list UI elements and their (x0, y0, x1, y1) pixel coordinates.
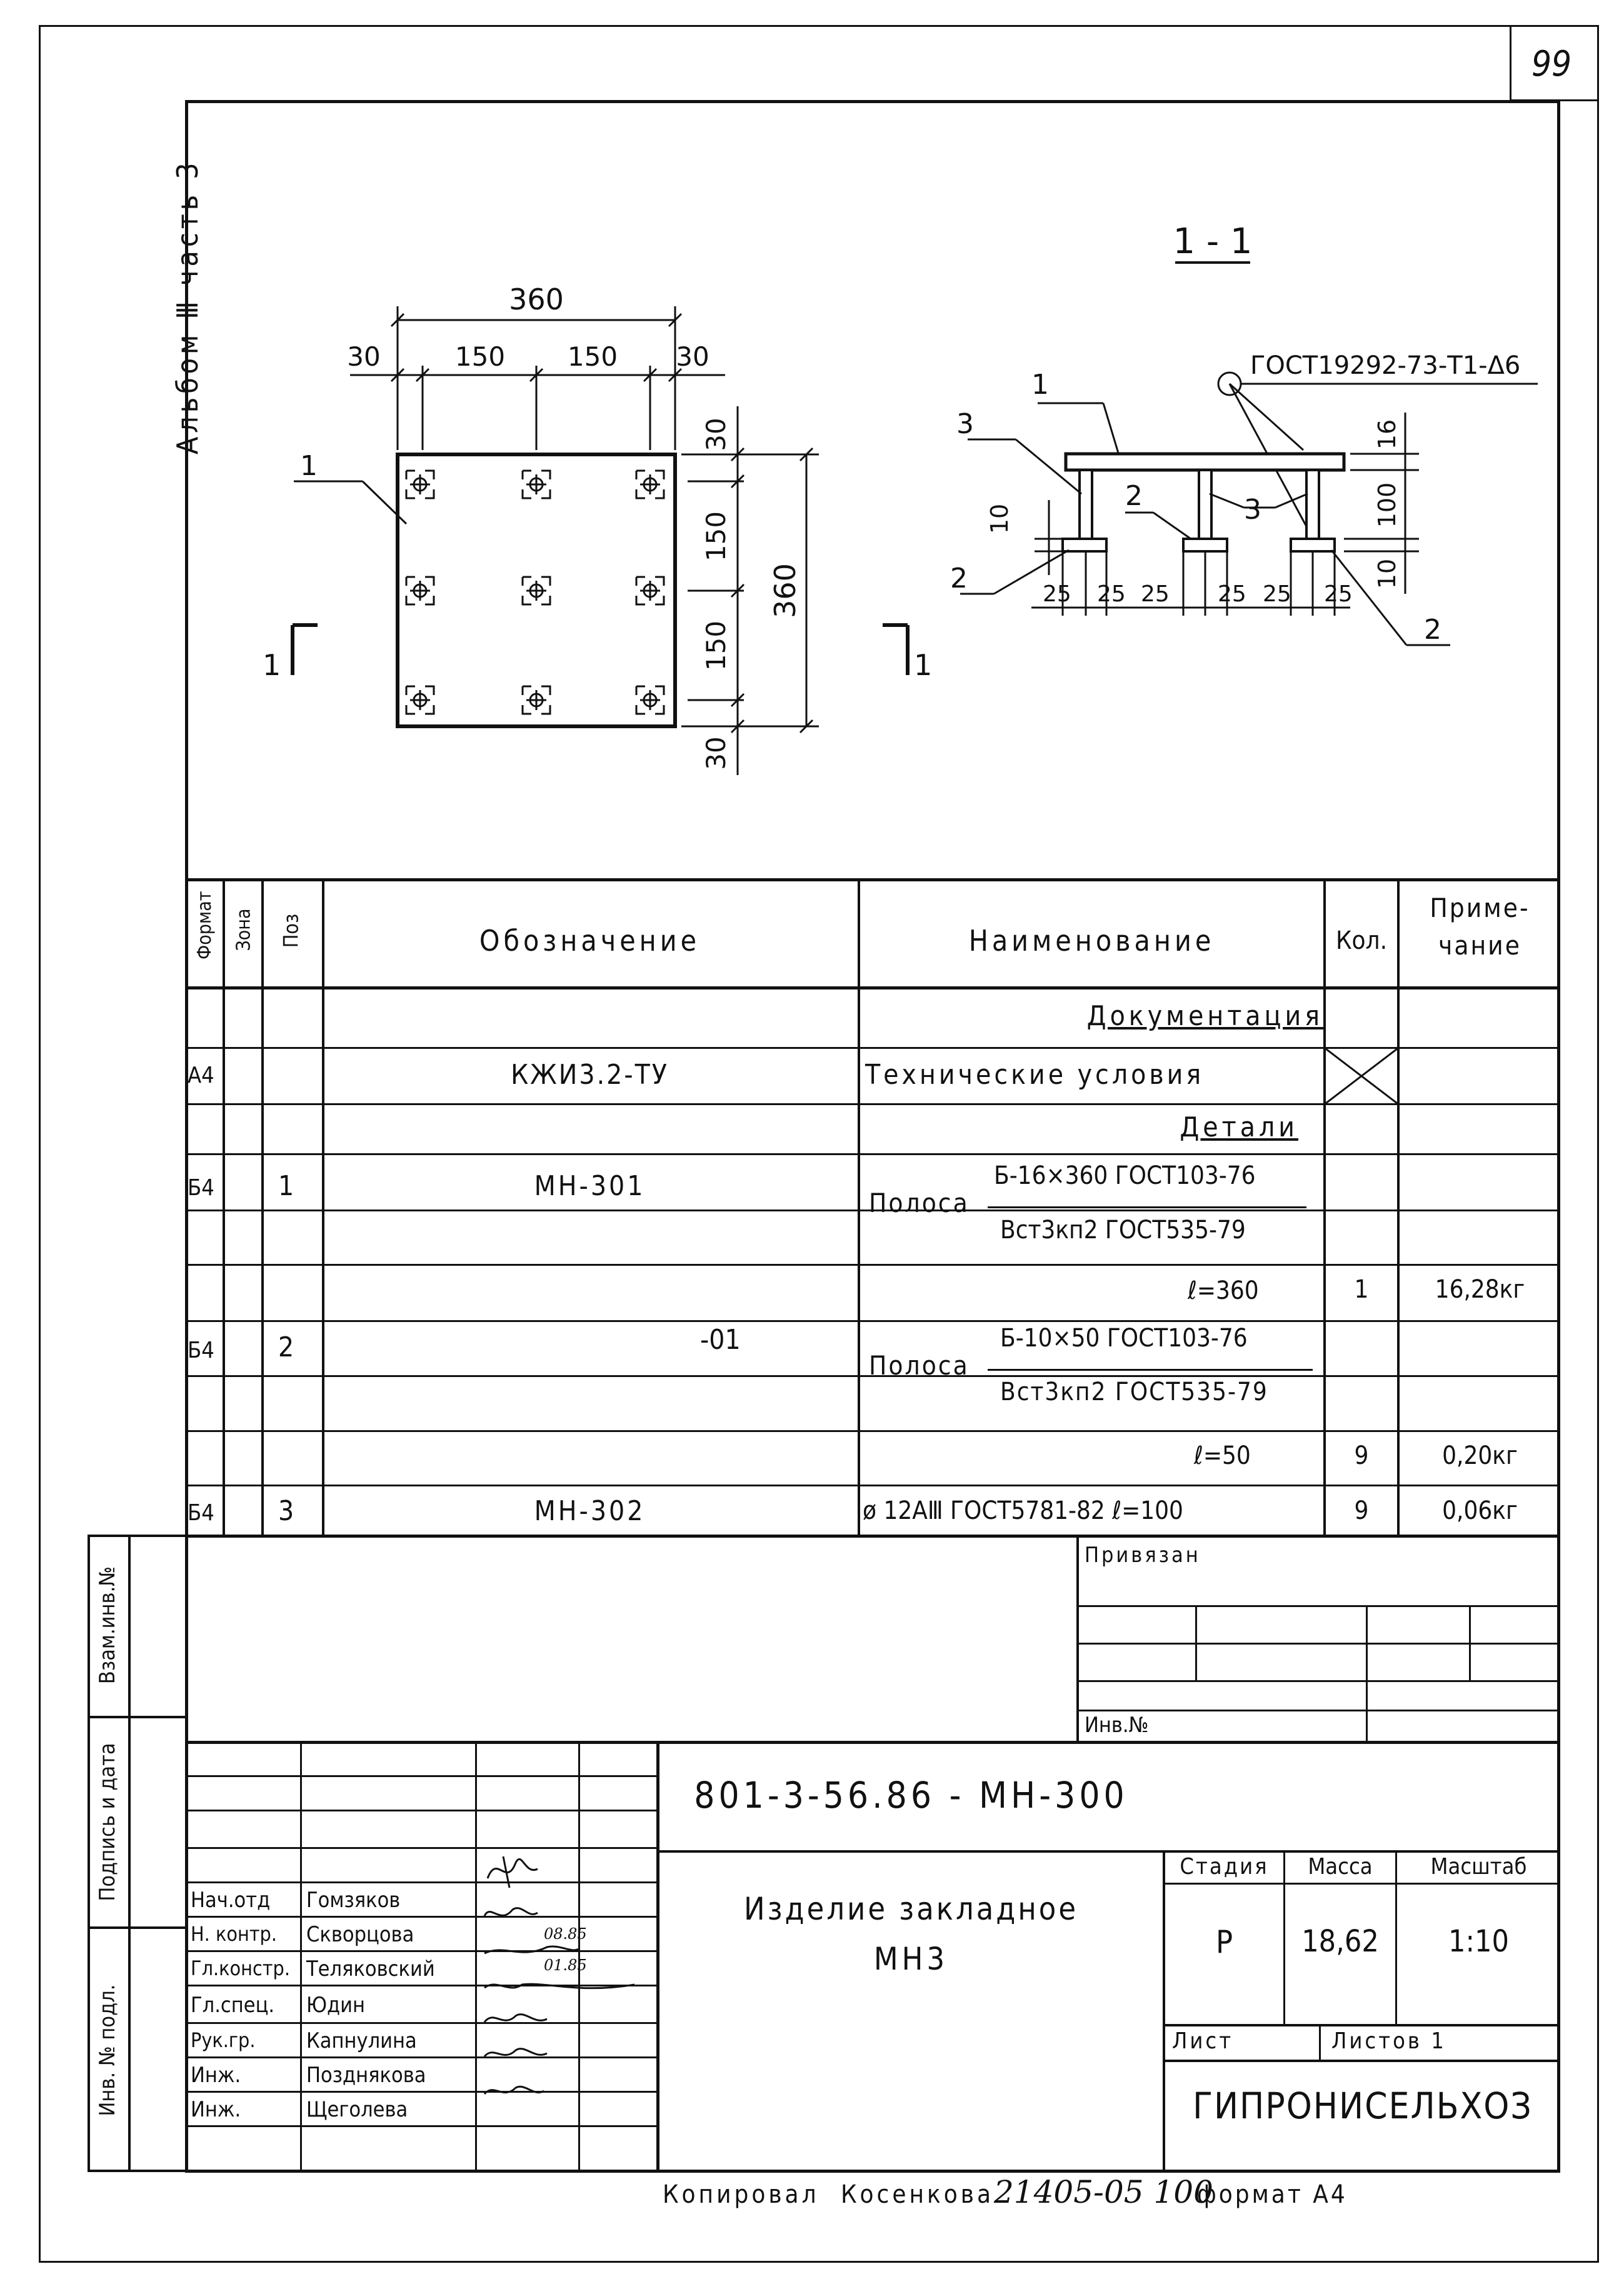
section-dim-right-0: 16 (1373, 419, 1401, 450)
row2-numerator: Б-10×50 ГОСТ103-76 (1000, 1324, 1248, 1353)
page-number: 99 (1531, 44, 1572, 84)
section-mark-left: 1 (263, 648, 281, 682)
signer-name-2: Теляковский (306, 1956, 435, 1981)
dim-top-2: 150 (567, 341, 618, 372)
section-title: 1 - 1 (1173, 221, 1253, 262)
row2-pos: 2 (278, 1331, 294, 1363)
dim-right-1: 150 (701, 511, 731, 562)
row-doc-format: А4 (188, 1063, 214, 1088)
row3-qty: 9 (1354, 1496, 1369, 1525)
product-title-2: МН3 (873, 1941, 949, 1977)
section-details: Детали (1180, 1111, 1298, 1143)
scale-value: 1:10 (1448, 1924, 1509, 1959)
signer-name-0: Гомзяков (306, 1888, 401, 1913)
row1-format: Б4 (188, 1175, 214, 1201)
row1-note: 16,28кг (1435, 1275, 1525, 1304)
dim-360-right: 360 (768, 563, 802, 618)
dim-360-top: 360 (509, 283, 564, 316)
side-label-replace: Взам.инв.№ (95, 1566, 120, 1685)
section-dim-bottom-0: 25 (1043, 581, 1071, 607)
row2-qty: 9 (1354, 1441, 1369, 1470)
row1-name: Полоса (869, 1188, 970, 1218)
section-documentation: Документация (1086, 1000, 1323, 1032)
header-zone: Зона (233, 908, 255, 951)
signer-role-1: Н. контр. (191, 1922, 277, 1946)
signer-role-0: Нач.отд (191, 1888, 271, 1913)
row3-format: Б4 (188, 1500, 214, 1526)
section-label-2a: 2 (1125, 480, 1143, 512)
section-label-3b: 3 (1244, 494, 1261, 526)
signer-date-1: 08.85 (544, 1925, 587, 1943)
row3-pos: 3 (278, 1495, 294, 1527)
header-format: Формат (194, 891, 216, 959)
dim-right-2: 150 (701, 620, 731, 671)
row2-format: Б4 (188, 1338, 214, 1363)
row-doc-designation: КЖИ3.2-ТУ (511, 1059, 669, 1091)
section-label-3a: 3 (956, 408, 974, 440)
header-name: Наименование (968, 924, 1215, 958)
section-view (950, 221, 1538, 646)
row2-name: Полоса (869, 1350, 970, 1381)
mass-value: 18,62 (1301, 1924, 1379, 1959)
signer-name-5: Позднякова (306, 2063, 426, 2088)
row1-numerator: Б-16×360 ГОСТ103-76 (994, 1161, 1256, 1190)
row1-length: ℓ=360 (1188, 1276, 1259, 1305)
signer-role-5: Инж. (191, 2063, 241, 2088)
binding-inv: Инв.№ (1085, 1713, 1149, 1738)
row3-note: 0,06кг (1442, 1496, 1518, 1525)
dim-top-3: 30 (676, 341, 709, 372)
header-qty: Кол. (1336, 926, 1387, 955)
signer-role-3: Гл.спец. (191, 1993, 275, 2018)
signer-name-6: Щеголева (306, 2097, 408, 2122)
signer-date-2: 01.85 (544, 1956, 587, 1974)
header-designation: Обозначение (479, 924, 701, 958)
header-note-1: Приме- (1430, 893, 1530, 923)
product-title-1: Изделие закладное (743, 1891, 1079, 1927)
section-dim-bottom-4: 25 (1263, 581, 1291, 607)
signer-role-6: Инж. (191, 2097, 241, 2122)
row1-pos: 1 (278, 1170, 294, 1202)
section-dim-bottom-1: 25 (1097, 581, 1126, 607)
section-dim-right-1: 100 (1373, 482, 1401, 528)
sheets-label: Листов 1 (1331, 2028, 1446, 2054)
section-dim-bottom-2: 25 (1141, 581, 1170, 607)
sheet-label: Лист (1172, 2028, 1234, 2054)
section-dim-left: 10 (986, 503, 1013, 534)
row1-denominator: Вст3кп2 ГОСТ535-79 (1000, 1216, 1246, 1245)
section-dim-right-2: 10 (1373, 558, 1401, 589)
footer-copied-label: Копировал (663, 2180, 820, 2209)
dim-top-1: 150 (454, 341, 506, 372)
signer-role-2: Гл.констр. (191, 1956, 290, 1980)
mass-label: Масса (1308, 1854, 1373, 1880)
section-dim-bottom-3: 25 (1218, 581, 1246, 607)
row1-designation: МН-301 (534, 1170, 646, 1202)
row3-name: ø 12АⅢ ГОСТ5781-82 ℓ=100 (863, 1496, 1183, 1525)
signer-name-4: Капнулина (306, 2028, 417, 2053)
section-label-2b: 2 (950, 563, 968, 594)
signer-role-4: Рук.гр. (191, 2028, 256, 2052)
signer-name-3: Юдин (306, 1993, 366, 2018)
document-code: 801-3-56.86 - МН-300 (694, 1774, 1128, 1816)
row2-note: 0,20кг (1442, 1441, 1518, 1470)
footer-order-number: 21405-05 100 (994, 2174, 1213, 2210)
binding-title: Привязан (1085, 1543, 1201, 1568)
row-doc-qty-cross (1326, 1049, 1397, 1103)
row3-designation: МН-302 (534, 1495, 646, 1527)
dim-right-0: 30 (701, 418, 731, 451)
side-label-signature: Подпись и дата (95, 1743, 120, 1901)
row-doc-name: Технические условия (865, 1059, 1205, 1091)
row2-length: ℓ=50 (1194, 1441, 1251, 1470)
header-note-2: чание (1438, 930, 1521, 961)
drawing-area (188, 103, 1558, 878)
section-label-1: 1 (1031, 369, 1049, 401)
stage-value: Р (1215, 1924, 1233, 1960)
handwritten-signatures (478, 1850, 666, 2169)
anchor-markers (406, 471, 664, 714)
dim-right-3: 30 (701, 736, 731, 770)
side-label-inv: Инв. № подл. (95, 1984, 120, 2116)
scale-label: Масштаб (1430, 1854, 1527, 1880)
section-label-2c: 2 (1424, 614, 1441, 646)
header-pos: Поз (279, 913, 303, 948)
footer-format: формат А4 (1197, 2180, 1348, 2209)
weld-note: ГОСТ19292-73-Т1-Δ6 (1250, 351, 1521, 380)
signer-name-1: Скворцова (306, 1922, 414, 1947)
organization-name: ГИПРОНИСЕЛЬХОЗ (1193, 2085, 1533, 2127)
section-dim-bottom-5: 25 (1324, 581, 1353, 607)
plan-view (263, 283, 932, 775)
album-title: Альбом Ⅲ часть 3 (171, 159, 204, 454)
row1-qty: 1 (1354, 1275, 1369, 1304)
dim-top-0: 30 (347, 341, 381, 372)
stage-label: Стадия (1180, 1854, 1269, 1880)
row2-denominator: Вст3кп2 ГОСТ535-79 (1000, 1378, 1268, 1406)
section-mark-right: 1 (914, 648, 933, 682)
footer-copier: Косенкова (841, 2180, 995, 2209)
row2-designation: -01 (700, 1324, 741, 1356)
plan-part-label: 1 (300, 450, 318, 482)
